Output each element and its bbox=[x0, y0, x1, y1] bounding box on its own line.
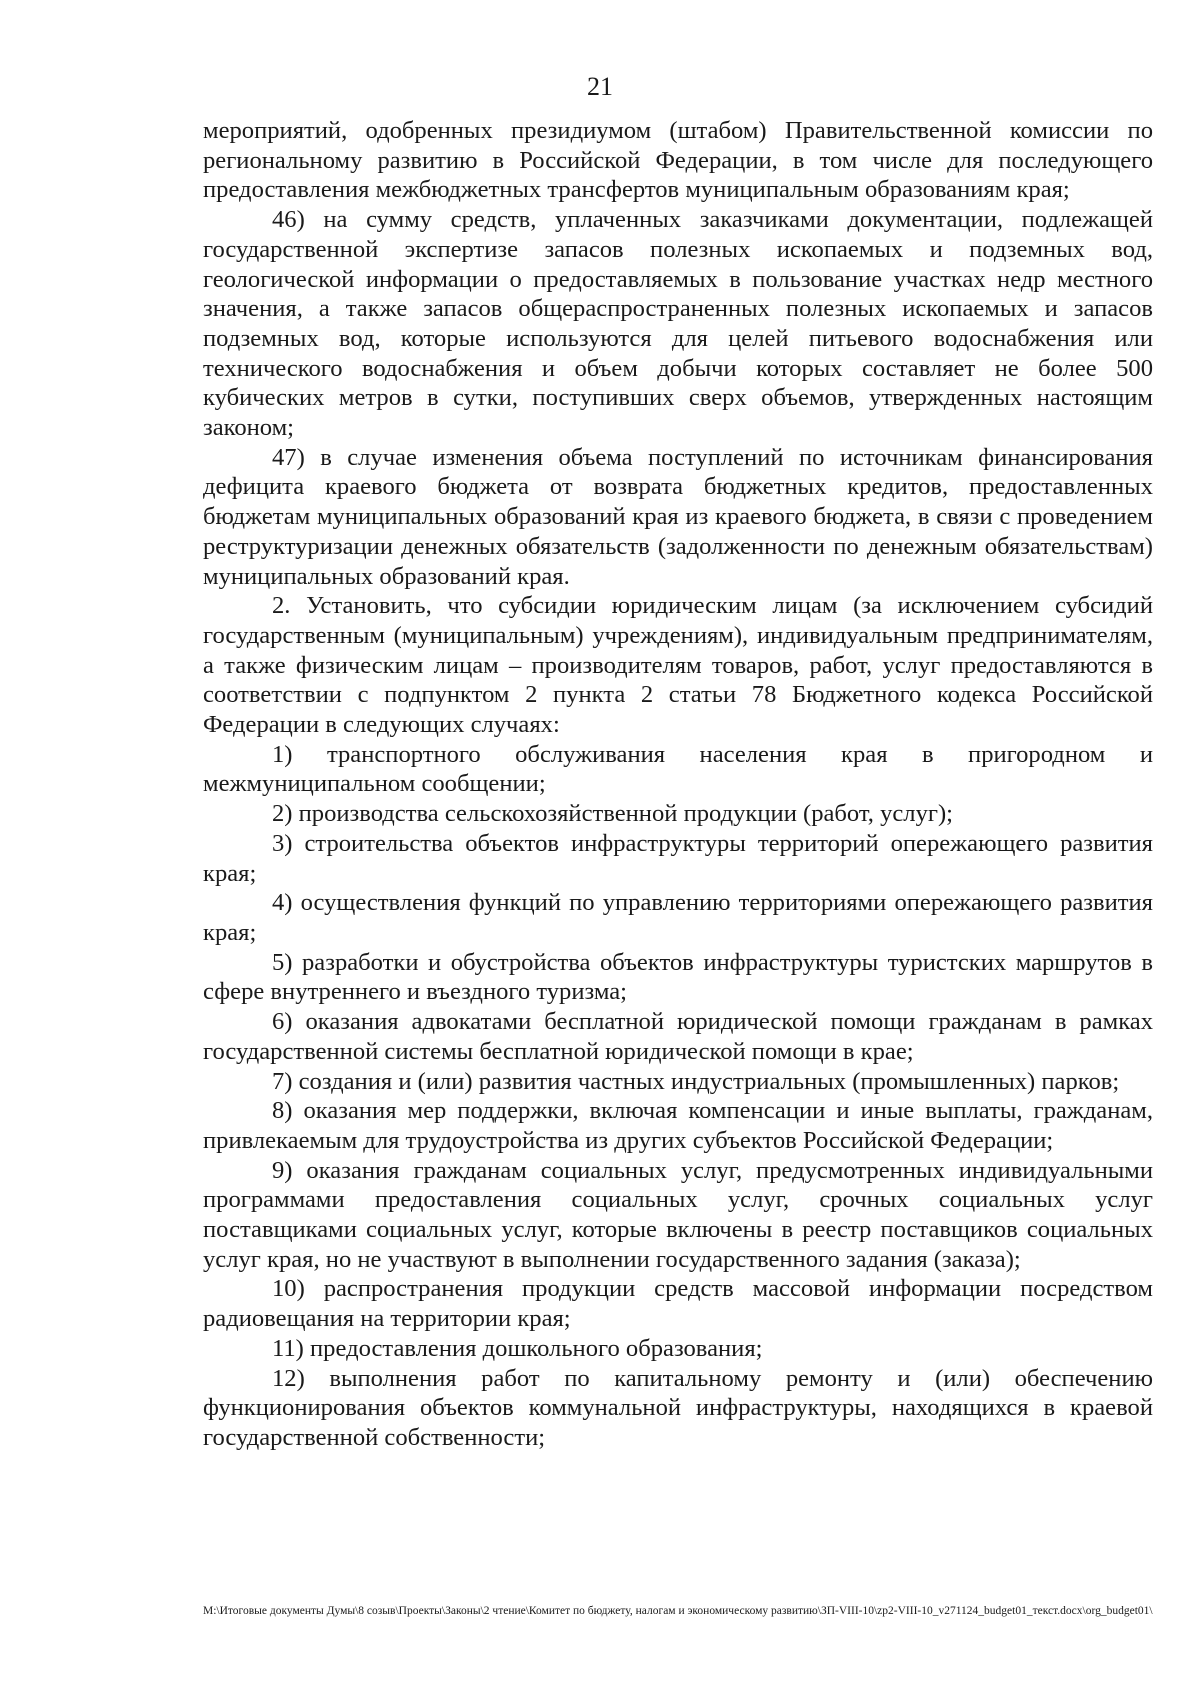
paragraph-continuation: мероприятий, одобренных президиумом (штабом) Правительственной комиссии по региональному развитию в Российской Федерации, в том числе для последующего предоставления межбюджетных трансфертов муниципальным образованиям края; bbox=[203, 117, 1153, 204]
footer-file-path: М:\Итоговые документы Думы\8 созыв\Проекты\Законы\2 чтение\Комитет по бюджету, налогам и экономическому развитию\ЗП-VIII-10\zp2-VIII-10_v271124_budget01_текст.docx\org_budget01\ bbox=[203, 1605, 1153, 1617]
list-item-10: 10) распространения продукции средств массовой информации посредством радиовещания на территории края; bbox=[203, 1275, 1153, 1333]
list-item-6: 6) оказания адвокатами бесплатной юридической помощи гражданам в рамках государственной системы бесплатной юридической помощи в крае; bbox=[203, 1008, 1153, 1065]
list-item-2: 2) производства сельскохозяйственной продукции (работ, услуг); bbox=[272, 800, 953, 828]
list-item-7: 7) создания и (или) развития частных индустриальных (промышленных) парков; bbox=[272, 1067, 1120, 1095]
list-item-9: 9) оказания гражданам социальных услуг, предусмотренных индивидуальными программами предоставления социальных услуг, срочных социальных услуг поставщиками социальных услуг, которые включены в реестр поставщиков социальных услуг края, но не участвуют в выполнении государственного задания (заказа); bbox=[203, 1156, 1153, 1273]
paragraph-item-46: 46) на сумму средств, уплаченных заказчиками документации, подлежащей государственной экспертизе запасов полезных ископаемых и подземных вод, геологической информации о предоставляемых в пользование участках недр местного значения, а также запасов общераспространенных полезных ископаемых и запасов подземных вод, которые используются для целей питьевого водоснабжения или технического водоснабжения и объем добычи которых составляет не более 500 кубических метров в сутки, поступивших сверх объемов, утвержденных настоящим законом; bbox=[203, 206, 1153, 442]
list-item-11: 11) предоставления дошкольного образования; bbox=[272, 1334, 763, 1362]
document-body bbox=[203, 116, 1153, 1453]
list-item-12: 12) выполнения работ по капитальному ремонту и (или) обеспечению функционирования объектов коммунальной инфраструктуры, находящихся в краевой государственной собственности; bbox=[203, 1364, 1153, 1451]
paragraph-section-2: 2. Установить, что субсидии юридическим лицам (за исключением субсидий государственным (муниципальным) учреждениям), индивидуальным предпринимателям, а также физическим лицам – производителям товаров, работ, услуг предоставляются в соответствии с подпунктом 2 пункта 2 статьи 78 Бюджетного кодекса Российской Федерации в следующих случаях: bbox=[203, 592, 1153, 739]
list-item-8: 8) оказания мер поддержки, включая компенсации и иные выплаты, гражданам, привлекаемым для трудоустройства из других субъектов Российской Федерации; bbox=[203, 1097, 1153, 1154]
page-number: 21 bbox=[587, 72, 613, 101]
paragraph-item-47: 47) в случае изменения объема поступлений по источникам финансирования дефицита краевого бюджета от возврата бюджетных кредитов, предоставленных бюджетам муниципальных образований края из краевого бюджета, в связи с проведением реструктуризации денежных обязательств (задолженности по денежным обязательствам) муниципальных образований края. bbox=[203, 443, 1153, 590]
list-item-3: 3) строительства объектов инфраструктуры территорий опережающего развития края; bbox=[203, 829, 1153, 887]
list-item-5: 5) разработки и обустройства объектов инфраструктуры туристских маршрутов в сфере внутреннего и въездного туризма; bbox=[203, 948, 1153, 1006]
list-item-1: 1) транспортного обслуживания населения края в пригородном и межмуниципальном сообщении; bbox=[203, 740, 1153, 798]
list-item-4: 4) осуществления функций по управлению территориями опережающего развития края; bbox=[203, 889, 1153, 946]
